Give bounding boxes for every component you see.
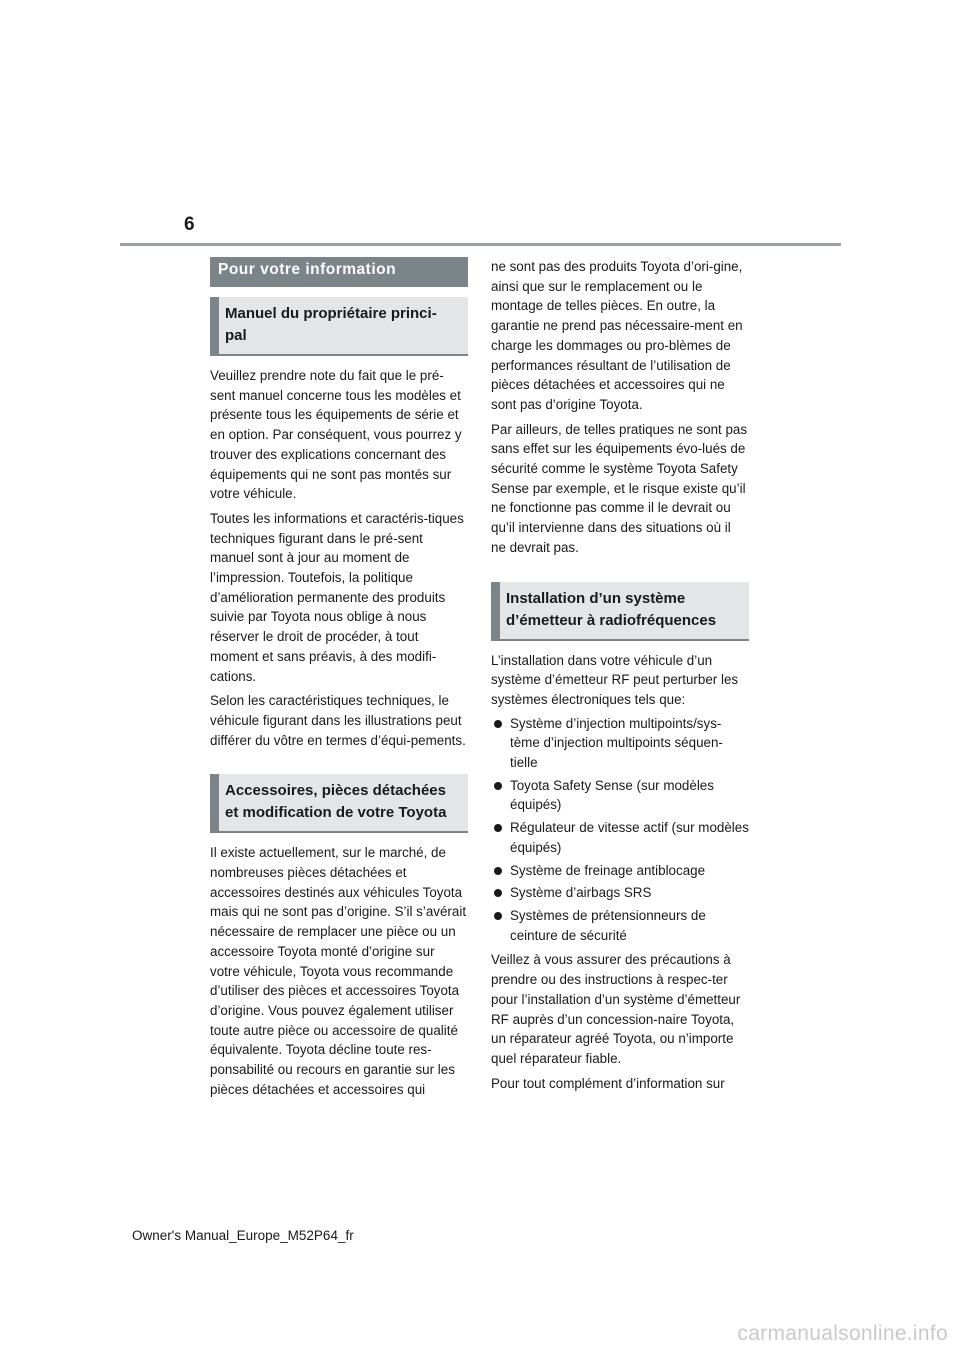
list-item — [491, 818, 749, 857]
bullet-icon — [494, 720, 502, 728]
bullet-icon — [494, 889, 502, 897]
bullet-icon — [494, 824, 502, 832]
list-item-text: Système de freinage antiblocage — [510, 862, 706, 878]
bullet-icon — [494, 782, 502, 790]
heading-accessories — [210, 774, 468, 833]
bullet-icon — [494, 867, 502, 875]
paragraph: L’installation dans votre véhicule d’un système d’émetteur RF peut perturber les systèmes électroniques tels que: — [491, 652, 739, 707]
watermark: carmanualsonline.info — [737, 1322, 948, 1345]
header-divider — [120, 243, 841, 246]
heading-line: Installation d’un système — [506, 589, 686, 607]
list-item — [491, 906, 749, 945]
heading-rf-transmitter — [491, 582, 749, 641]
section-title: Pour votre information — [210, 257, 468, 287]
heading-line: d’émetteur à radiofréquences — [506, 611, 717, 629]
paragraph: Veillez à vous assurer des précautions à prendre ou des instructions à respec-ter pour l’installation d’un système d’émetteur RF auprès d’un concession-naire Toyota, un réparateur agréé Toyota, ou n’importe quel réparateur fiable. — [491, 952, 741, 1066]
paragraph: Il existe actuellement, sur le marché, de nombreuses pièces détachées et accessoires destinés aux véhicules Toyota mais qui ne sont pas d’origine. S’il s’avérait nécessaire de remplacer une pièce ou un accessoire Toyota monté d’origine sur votre véhicule, Toyota vous recommande d’utiliser des pièces et accessoires Toyota d’origine. Vous pouvez également utiliser toute autre pièce ou accessoire de qualité équivalente. Toyota décline toute res-ponsabilité ou recours en garantie sur les pièces détachées et accessoires qui — [210, 845, 467, 1097]
list-item-text: Toyota Safety Sense (sur modèles équipés) — [510, 777, 714, 813]
bullet-icon — [494, 912, 502, 920]
list-item-text: Régulateur de vitesse actif (sur modèles équipés) — [510, 820, 749, 855]
page-number: 6 — [184, 214, 195, 235]
list-item-text: Systèmes de prétensionneurs de ceinture de sécurité — [510, 907, 706, 943]
list-item — [491, 861, 749, 881]
list-item-text: Système d’injection multipoints/sys-tème d’injection multipoints séquen-tielle — [510, 715, 723, 771]
paragraph: Veuillez prendre note du fait que le pré-sent manuel concerne tous les modèles et présente tous les équipements de série et en option. Par conséquent, vous pourrez y trouver des explications concernant des équipements qui ne sont pas montés sur votre véhicule. — [210, 368, 462, 502]
list-item-text: Système d’airbags SRS — [510, 885, 652, 901]
heading-line: Manuel du propriétaire princi- — [225, 305, 437, 322]
heading-owners-manual — [210, 297, 468, 356]
paragraph: Toutes les informations et caractéris-tiques techniques figurant dans le pré-sent manuel sont à jour au moment de l’impression. Toutefois, la politique d’amélioration permanente des produits suivie par Toyota nous oblige à nous réserver le droit de procéder, à tout moment et sans préavis, à des modifi-cations. — [210, 510, 464, 684]
paragraph: Selon les caractéristiques techniques, le véhicule figurant dans les illustrations peut différer du vôtre en termes d’équi-pements. — [210, 693, 466, 748]
paragraph: Par ailleurs, de telles pratiques ne sont pas sans effet sur les équipements évo-lués de sécurité comme le système Toyota Safety Sense par exemple, et le risque existe qu’il ne fonctionne pas comme il le devrait ou qu’il intervienne dans des situations où il ne devrait pas. — [491, 421, 748, 555]
paragraph: ne sont pas des produits Toyota d’ori-gine, ainsi que sur le remplacement ou le montage de telles pièces. En outre, la garantie ne prend pas nécessaire-ment en charge les dommages ou pro-blèmes de performances résultant de l’utilisation de pièces détachées et accessoires qui ne sont pas d’origine Toyota. — [491, 259, 743, 412]
right-column — [491, 257, 749, 1093]
heading-line: et modification de votre Toyota — [225, 804, 447, 822]
heading-line: pal — [225, 327, 247, 344]
list-item — [491, 714, 749, 773]
left-column — [210, 257, 468, 1100]
paragraph: Pour tout complément d’information sur — [491, 1075, 725, 1091]
list-item — [491, 776, 749, 815]
affected-systems-list — [491, 714, 749, 946]
heading-line: Accessoires, pièces détachées — [225, 782, 446, 800]
list-item — [491, 883, 749, 903]
manual-code-footer: Owner's Manual_Europe_M52P64_fr — [132, 1228, 354, 1243]
